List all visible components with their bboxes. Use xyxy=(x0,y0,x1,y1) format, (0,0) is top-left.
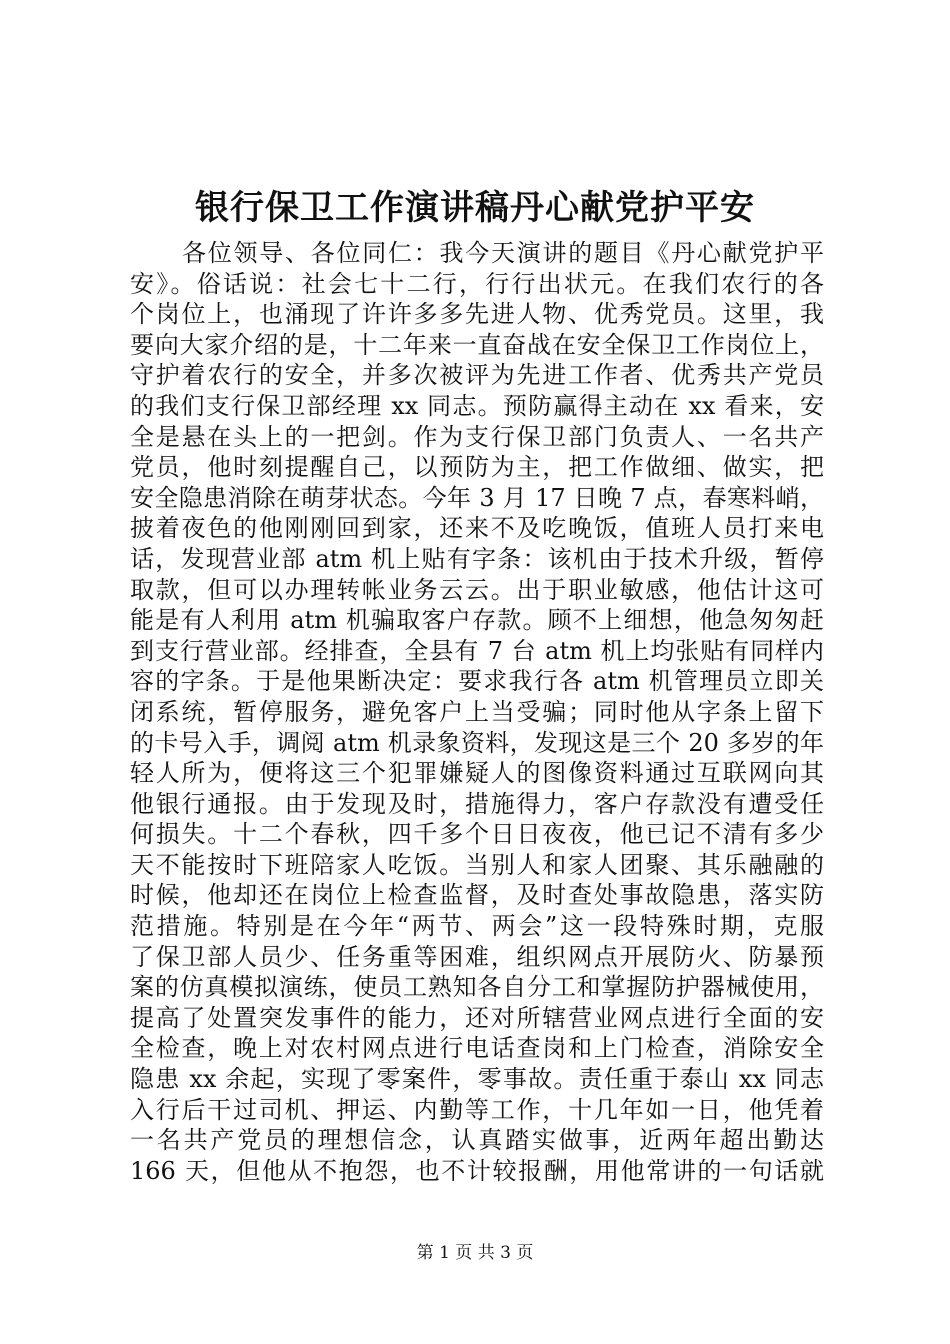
paragraph-line: 案的仿真模拟演练，使员工熟知各自分工和掌握防护器械使用， xyxy=(130,973,824,1002)
paragraph-line: 时候，他却还在岗位上检查监督，及时查处事故隐患，落实防 xyxy=(130,881,824,910)
paragraph-line: 到支行营业部。经排查，全县有 7 台 atm 机上均张贴有同样内 xyxy=(130,636,824,665)
paragraph-line: 了保卫部人员少、任务重等困难，组织网点开展防火、防暴预 xyxy=(130,942,824,971)
paragraph-line: 安全隐患消除在萌芽状态。今年 3 月 17 日晚 7 点，春寒料峭， xyxy=(130,483,824,512)
paragraph-line: 话，发现营业部 atm 机上贴有字条：该机由于技术升级，暂停 xyxy=(130,544,824,573)
paragraph-line: 个岗位上，也涌现了许许多多先进人物、优秀党员。这里，我 xyxy=(130,300,824,329)
page-footer: 第 1 页 共 3 页 xyxy=(416,1243,534,1263)
document-title: 银行保卫工作演讲稿丹心献党护平安 xyxy=(195,188,755,228)
paragraph-line: 入行后干过司机、押运、内勤等工作，十几年如一日，他凭着 xyxy=(130,1095,824,1124)
paragraph-line: 何损失。十二个春秋，四千多个日日夜夜，他已记不清有多少 xyxy=(130,820,824,849)
paragraph-line: 轻人所为，便将这三个犯罪嫌疑人的图像资料通过互联网向其 xyxy=(130,759,824,788)
paragraph-line: 取款，但可以办理转帐业务云云。出于职业敏感，他估计这可 xyxy=(130,575,824,604)
paragraph-line: 全检查，晚上对农村网点进行电话查岗和上门检查，消除安全 xyxy=(130,1034,824,1063)
paragraph-line: 各位领导、各位同仁：我今天演讲的题目《丹心献党护平 xyxy=(182,239,824,267)
paragraph-line: 守护着农行的安全，并多次被评为先进工作者、优秀共产党员 xyxy=(130,361,824,390)
paragraph-line: 范措施。特别是在今年“两节、两会”这一段特殊时期，克服 xyxy=(130,912,824,941)
paragraph-line: 容的字条。于是他果断决定：要求我行各 atm 机管理员立即关 xyxy=(130,667,824,696)
paragraph-line: 一名共产党员的理想信念，认真踏实做事，近两年超出勤达 xyxy=(130,1126,824,1155)
paragraph-line: 全是悬在头上的一把剑。作为支行保卫部门负责人、一名共产 xyxy=(130,422,824,451)
paragraph-line: 166 天，但他从不抱怨，也不计较报酬，用他常讲的一句话就 xyxy=(130,1156,824,1185)
paragraph-line: 安》。俗话说：社会七十二行，行行出状元。在我们农行的各 xyxy=(130,269,824,298)
paragraph-line: 他银行通报。由于发现及时，措施得力，客户存款没有遭受任 xyxy=(130,789,824,818)
paragraph-line: 党员，他时刻提醒自己，以预防为主，把工作做细、做实，把 xyxy=(130,453,824,482)
paragraph-line: 闭系统，暂停服务，避免客户上当受骗；同时他从字条上留下 xyxy=(130,697,824,726)
paragraph-line: 披着夜色的他刚刚回到家，还来不及吃晚饭，值班人员打来电 xyxy=(130,514,824,543)
paragraph-line: 能是有人利用 atm 机骗取客户存款。顾不上细想，他急匆匆赶 xyxy=(130,606,824,635)
paragraph-line: 的我们支行保卫部经理 xx 同志。预防赢得主动在 xx 看来，安 xyxy=(130,391,824,420)
paragraph-line: 提高了处置突发事件的能力，还对所辖营业网点进行全面的安 xyxy=(130,1003,824,1032)
paragraph-line: 要向大家介绍的是，十二年来一直奋战在安全保卫工作岗位上， xyxy=(130,330,824,359)
paragraph-line: 隐患 xx 余起，实现了零案件，零事故。责任重于泰山 xx 同志 xyxy=(130,1065,824,1094)
document-body xyxy=(130,238,824,1186)
paragraph-line: 的卡号入手，调阅 atm 机录象资料，发现这是三个 20 多岁的年 xyxy=(130,728,824,757)
paragraph-line: 天不能按时下班陪家人吃饭。当别人和家人团聚、其乐融融的 xyxy=(130,850,824,879)
